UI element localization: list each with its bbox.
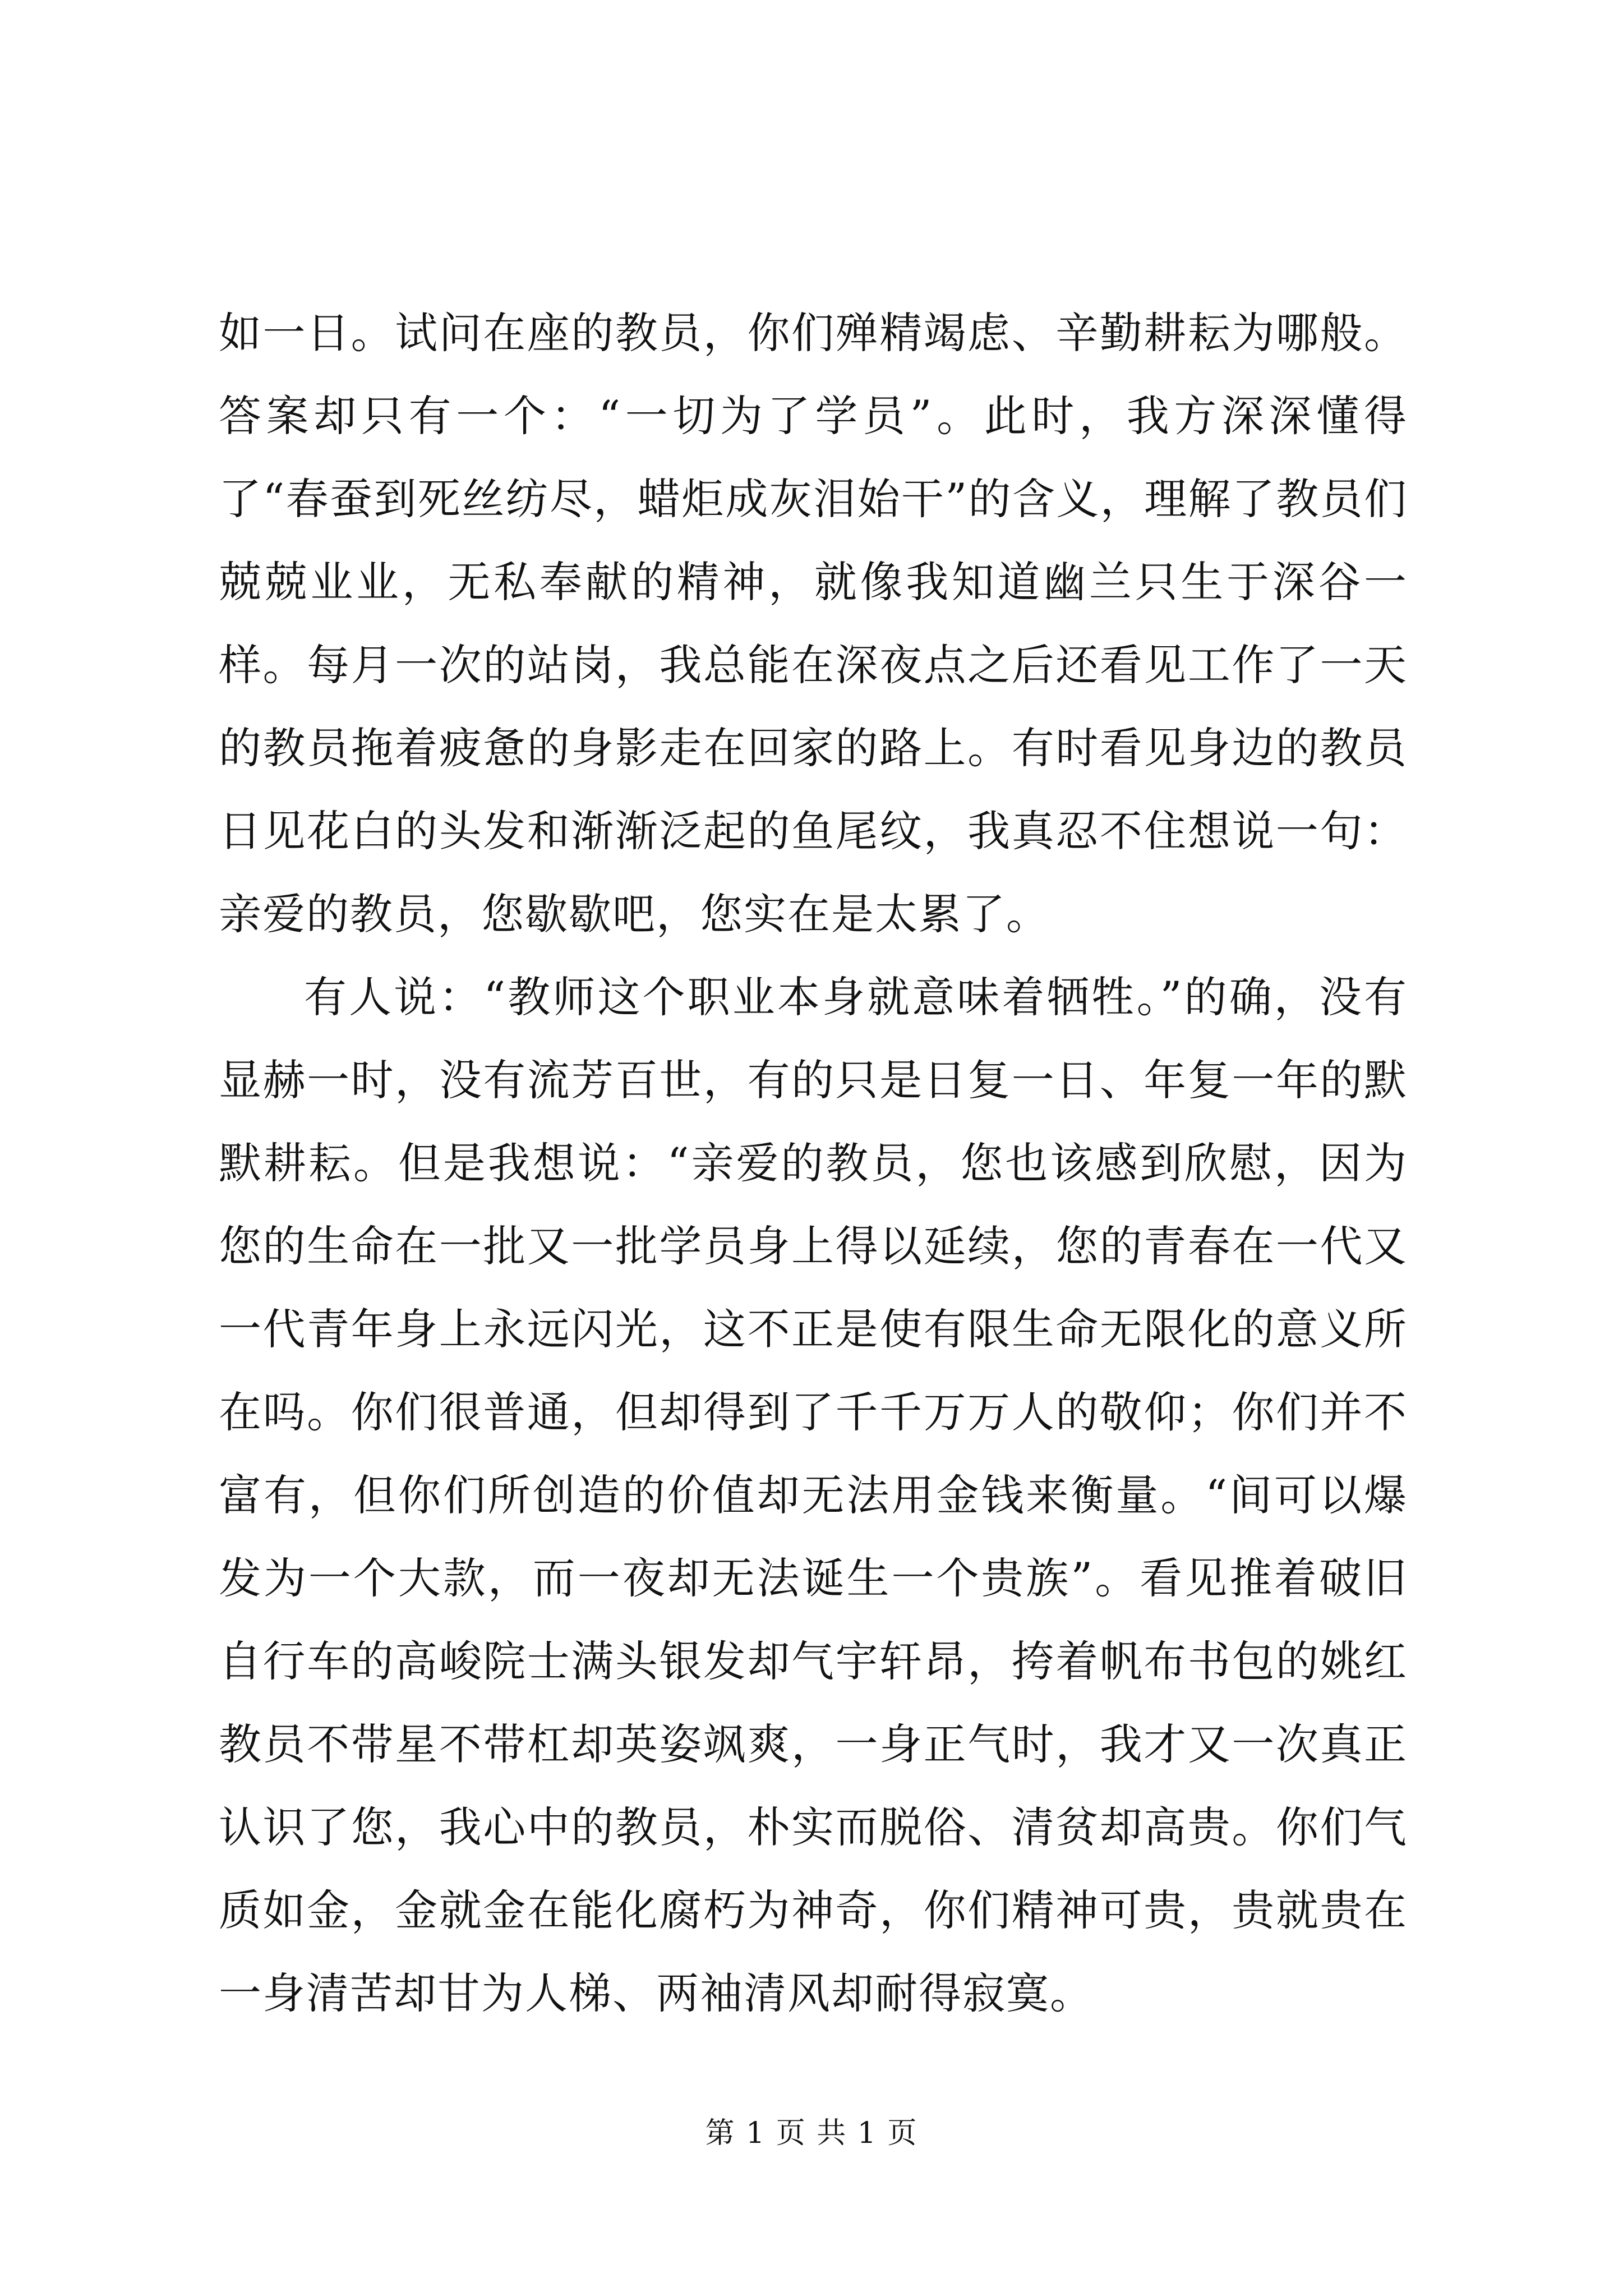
paragraph-2: 有人说：“教师这个职业本身就意味着牺牲。”的确，没有显赫一时，没有流芳百世，有的只是日复一日、年复一年的默默耕耘。但是我想说：“亲爱的教员，您也该感到欣慰，因为您的生命在一批又一批学员身上得以延续，您的青春在一代又一代青年身上永远闪光，这不正是使有限生命无限化的意义所在吗。你们很普通，但却得到了千千万万人的敬仰；你们并不富有，但你们所创造的价值却无法用金钱来衡量。“间可以爆发为一个大款，而一夜却无法诞生一个贵族”。看见推着破旧自行车的高峻院士满头银发却气宇轩昂，挎着帆布书包的姚红教员不带星不带杠却英姿飒爽，一身正气时，我才又一次真正认识了您，我心中的教员，朴实而脱俗、清贫却高贵。你们气质如金，金就金在能化腐朽为神奇，你们精神可贵，贵就贵在一身清苦却甘为人梯、两袖清风却耐得寂寞。 [219,972,1408,2018]
paragraph-1: 如一日。试问在座的教员，你们殚精竭虑、辛勤耕耘为哪般。答案却只有一个：“一切为了学员”。此时，我方深深懂得了“春蚕到死丝纺尽，蜡炬成灰泪始干”的含义，理解了教员们兢兢业业，无私奉献的精神，就像我知道幽兰只生于深谷一样。每月一次的站岗，我总能在深夜点之后还看见工作了一天的教员拖着疲惫的身影走在回家的路上。有时看见身边的教员日见花白的头发和渐渐泛起的鱼尾纹，我真忍不住想说一句：亲爱的教员，您歇歇吧，您实在是太累了。 [219,308,1408,939]
page-number-footer: 第 1 页 共 1 页 [705,2116,918,2150]
document-body [219,292,1408,2035]
